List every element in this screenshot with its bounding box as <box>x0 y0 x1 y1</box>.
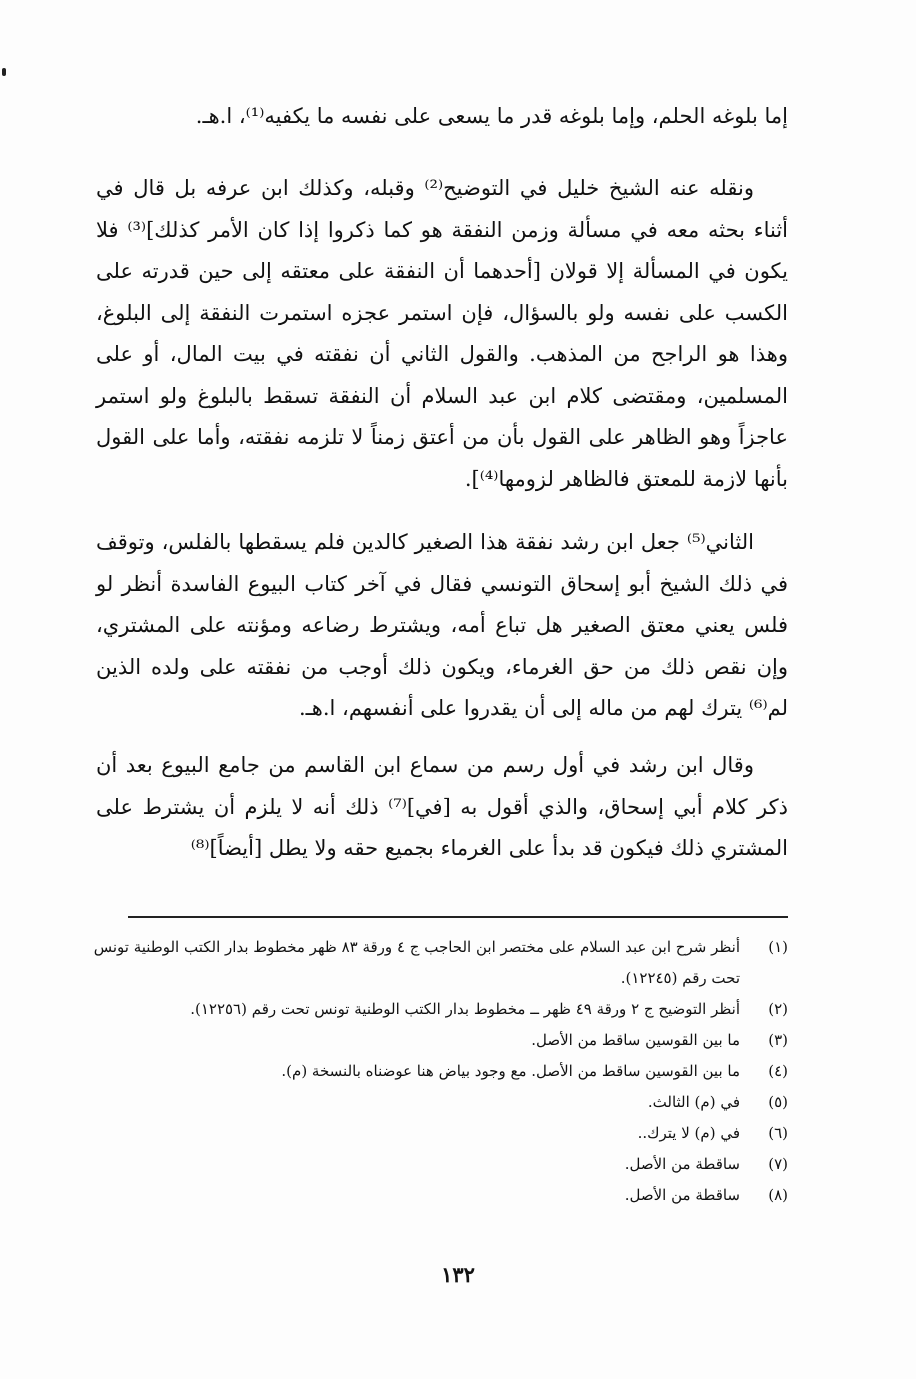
footnote-text: ما بين القوسين ساقط من الأصل. مع وجود بياض هنا عوضناه بالنسخة (م). <box>281 1062 740 1080</box>
footnote-number: (٤) <box>768 1062 788 1080</box>
paragraph <box>96 522 788 730</box>
footnote-text: أنظر التوضيح ج ٢ ورقة ٤٩ ظهر ــ مخطوط بدار الكتب الوطنية تونس تحت رقم (١٢٢٥٦). <box>190 1000 740 1018</box>
paragraph-text: وقال ابن رشد في أول رسم من سماع ابن القاسم من جامع البيوع بعد أن ذكر كلام أبي إسحاق، والذي أقول به [في]⁽⁷⁾ ذلك أنه لا يلزم أن يشترط على المشتري ذلك فيكون قد بدأ على الغرماء بجميع حقه ولا يطل [أيضاً]⁽⁸⁾ <box>96 753 788 860</box>
footnote-text: في (م) الثالث. <box>647 1093 740 1111</box>
footnote-number: (٦) <box>768 1124 788 1142</box>
page-number: ١٣٢ <box>441 1262 475 1287</box>
footnote-item <box>72 932 788 994</box>
footnote-number: (٧) <box>768 1155 788 1173</box>
footnote-number: (٢) <box>768 1000 788 1018</box>
footnote-number: (٥) <box>768 1093 788 1111</box>
footnotes-section <box>72 932 788 1211</box>
margin-speck <box>2 68 6 76</box>
paragraph-text: الثاني⁽⁵⁾ جعل ابن رشد نفقة هذا الصغير كالدين فلم يسقطها بالفلس، وتوقف في ذلك الشيخ أبو إسحاق التونسي فقال في آخر كتاب البيوع الفاسدة أنظر لو فلس يعني معتق الصغير هل تباع أمه، ويشترط رضاعه ومؤنته على المشتري، وإن نقص ذلك من حق الغرماء، ويكون ذلك أوجب من نفقته على ولده الذين لم⁽⁶⁾ يترك لهم من ماله إلى أن يقدروا على أنفسهم، ا.هـ. <box>96 530 788 720</box>
footnote-text: ساقطة من الأصل. <box>624 1155 740 1173</box>
continuation-paragraph <box>96 96 788 138</box>
footnote-number: (٨) <box>768 1186 788 1204</box>
footnote-text: أنظر شرح ابن عبد السلام على مختصر ابن الحاجب ج ٤ ورقة ٨٣ ظهر مخطوط بدار الكتب الوطنية تونس تحت رقم (١٢٢٤٥). <box>93 938 740 987</box>
paragraph <box>96 745 788 870</box>
footnote-number: (٣) <box>768 1031 788 1049</box>
paragraph-text: إما بلوغه الحلم، وإما بلوغه قدر ما يسعى على نفسه ما يكفيه⁽¹⁾، ا.هـ. <box>195 104 788 128</box>
footnote-item <box>72 1149 788 1180</box>
footnote-item <box>72 1180 788 1211</box>
footnote-text: ما بين القوسين ساقط من الأصل. <box>531 1031 740 1049</box>
footnote-item <box>72 1056 788 1087</box>
footnote-item <box>72 1118 788 1149</box>
footnote-text: ساقطة من الأصل. <box>624 1186 740 1204</box>
footnote-item <box>72 994 788 1025</box>
footnote-item <box>72 1087 788 1118</box>
footnote-item <box>72 1025 788 1056</box>
footnote-text: في (م) لا يترك.. <box>637 1124 740 1142</box>
footnote-separator <box>128 916 788 918</box>
paragraph <box>96 168 788 500</box>
footnote-number: (١) <box>768 938 788 956</box>
paragraph-text: ونقله عنه الشيخ خليل في التوضيح⁽²⁾ وقبله، وكذلك ابن عرفه بل قال في أثناء بحثه معه في مسألة وزمن النفقة هو كما ذكروا إذا كان الأمر كذلك]⁽³⁾ فلا يكون في المسألة إلا قولان [أحدهما أن النفقة على معتقه إلى حين قدرته على الكسب على نفسه ولو بالسؤال، فإن استمر عجزه استمرت النفقة إلى البلوغ، وهذا هو الراجح من المذهب. والقول الثاني أن نفقته في بيت المال، أو على المسلمين، ومقتضى كلام ابن عبد السلام أن النفقة تسقط بالبلوغ ولو استمر عاجزاً وهو الظاهر على القول بأن من أعتق زمناً لا تلزمه نفقته، وأما على القول بأنها لازمة للمعتق فالظاهر لزومها⁽⁴⁾]. <box>96 176 789 491</box>
